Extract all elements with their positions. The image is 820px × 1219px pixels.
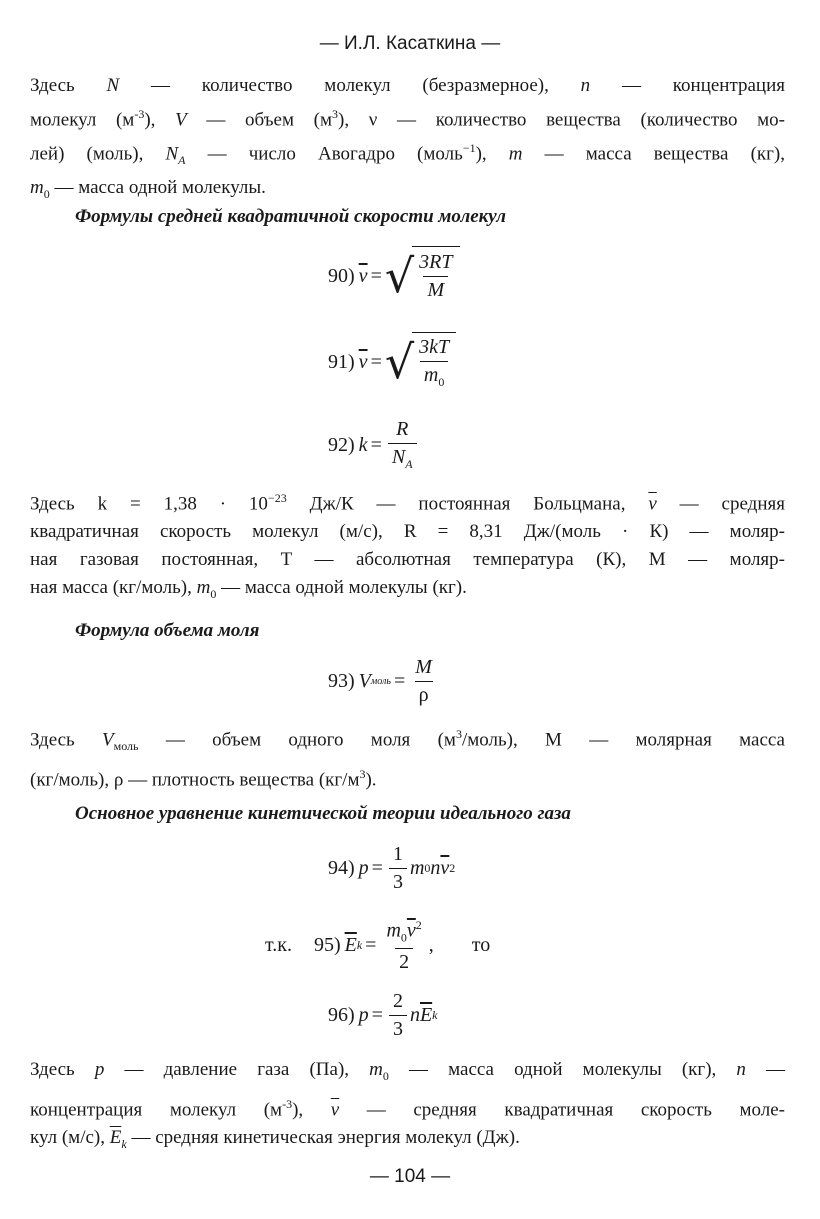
section-heading-molar-volume: Формула объема моля <box>75 620 260 641</box>
section-heading-rms-speed: Формулы средней квадратичной скорости молекул <box>75 206 506 227</box>
formula-93: 93) V моль = $\frac{M}{\rho}$ <box>328 656 432 706</box>
paragraph-variables-1: Здесь N — количество молекул (безразмерное), n — концентрация молекул $(м^{-3})$, V — объем $(м^3)$, ν — количество вещества (количество мо- лей) (моль), $N_A$ — число Авогадро (моль$^{-1}$), m — масса вещества (кг), $m_0$ — масса одной молекулы. <box>30 75 786 202</box>
formula-92: 92) k = $\frac{R}{N_A}$ <box>328 418 420 472</box>
section-heading-kinetic-theory: Основное уравнение кинетической теории идеального газа <box>75 803 571 824</box>
formula-95: т.к. 95) $\overline{E}$ k = $\frac{m_0\overline{v}^2}{2}$ , то <box>265 918 491 973</box>
paragraph-variables-2: Здесь $k = 1,38 \cdot 10^{-23}$ Дж/К — постоянная Больцмана, $\overline{v}$ — средняя квадратичная скорость молекул (м/с), R = 8,31 Дж/(моль · К) — моляр- ная газовая постоянная, T — абсолютная температура (К), M — моляр- ная масса (кг/моль), $m_0$ — масса одной молекулы (кг). <box>30 491 785 602</box>
page-number: — 104 — <box>369 1166 451 1187</box>
formula-96: 96) p = $\frac{2}{3}$ n $\overline{E}$ k <box>328 990 438 1040</box>
page-header: — И.Л. Касаткина — <box>319 33 501 54</box>
formula-94: 94) p = $\frac{1}{3}$ m 0 n $\overline{v}$ 2 <box>328 843 456 893</box>
paragraph-variables-4: Здесь p — давление газа (Па), $m_0$ — масса одной молекулы (кг), n — концентрация молекул $(м^{-3})$, $\overline{v}$ — средняя квадратичная скорость моле- кул (м/с), $\overline{E}_k$ — средняя кинетическая энергия молекул (Дж). <box>30 1059 786 1151</box>
formula-91: 91) $\overline{v}$ = √ $\frac{3kT}{m_0}$ <box>328 332 456 392</box>
paragraph-variables-3: Здесь $V_{моль}$ — объем одного моля $(м^3/моль)$, M — молярная масса (кг/моль), ρ — плотность вещества $(кг/м^3)$. <box>30 727 785 791</box>
formula-90: 90) $\overline{v}$ = √ $\frac{3RT}{M}$ <box>328 246 460 306</box>
